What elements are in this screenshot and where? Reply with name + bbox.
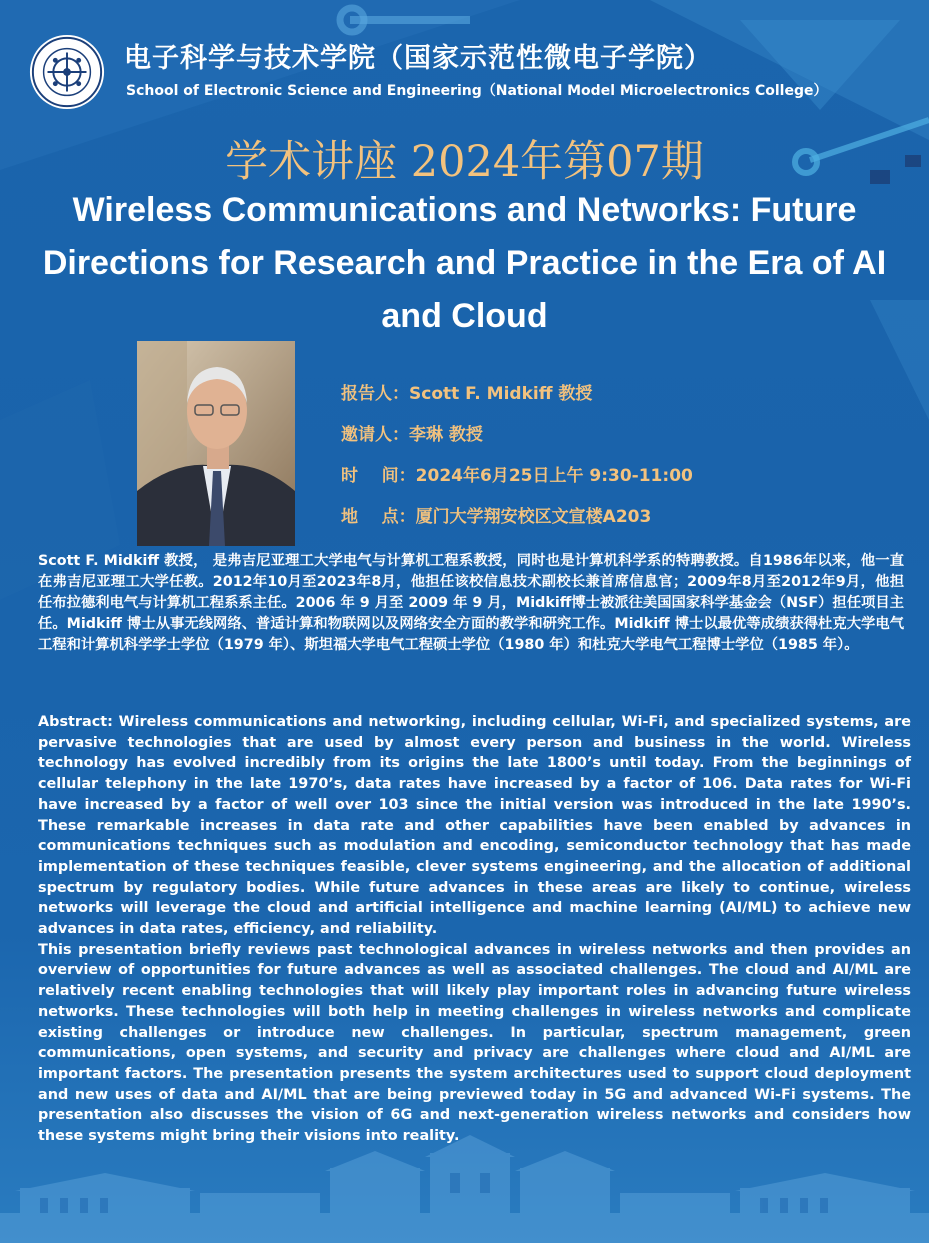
speaker-photo — [137, 341, 295, 546]
school-name-cn: 电子科学与技术学院（国家示范性微电子学院） — [124, 43, 712, 74]
speaker-bio: Scott F. Midkiff 教授， 是弗吉尼亚理工大学电气与计算机工程系教授，同时也是计算机科学系的特聘教授。自1986年以来，他一直在弗吉尼亚理工大学任教。2012年10月至2023年8月，他担任该校信息技术副校长兼首席信息官；2009年8月至2012年9月，他担任布拉德利电气与计算机工程系系主任。2006 年 9 月至 2009 年 9 月，Midkiff博士被派往美国国家科学基金会（NSF）担任项目主任。Midkiff 博士从事无线网络、普适计算和物联网以及网络安全方面的教学和研究工作。Midkiff 博士以最优等成绩获得杜克大学电气工程和计算机科学学士学位（1979 年）、斯坦福大学电气工程硕士学位（1980 年）和杜克大学电气工程博士学位（1985 年）。 — [38, 553, 904, 653]
place-line: 地 点：厦门大学翔安校区文宣楼A203 — [341, 507, 652, 527]
abstract-paragraph-2: This presentation briefly reviews past technological advances in wireless networks and then provides an overview of opportunities for future advances as well as associated challenges. The cloud and AI/ML are relatively recent enabling technologies that will likely play important roles in advancing future wireless networks. These technologies will both help in meeting challenges in wireless networks and complicate existing challenges or introduce new challenges. In particular, spectrum management, green communications, open systems, and security and privacy are challenges where cloud and AI/ML are important factors. The presentation presents the system architectures used to support cloud deployment and new uses of data and AI/ML that are being previewed today in 5G and advanced Wi-Fi systems. The presentation also discusses the vision of 6G and next-generation wireless networks and considers how these systems might bring their visions into reality. — [38, 941, 911, 1145]
campus-buildings-decoration — [0, 1133, 929, 1243]
school-name-en: School of Electronic Science and Engineering（National Model Microelectronics College） — [126, 83, 828, 99]
lecture-series: 学术讲座 2024年第07期 — [225, 137, 704, 187]
inviter-line: 邀请人：李琳 教授 — [341, 425, 483, 445]
school-logo — [28, 33, 106, 111]
abstract-paragraph-1: Abstract: Wireless communications and networking, including cellular, Wi-Fi, and specialized systems, are pervasive technologies that are used by almost every person and business in the world. Wireless technology has evolved incredibly from its origins the late 1800’s until today. From the beginnings of cellular telephony in the late 1970’s, data rates have increased by a factor of 106. Data rates for Wi-Fi have increased by a factor of well over 103 since the initial version was introduced in the late 1990’s. These remarkable increases in data rate and other capabilities have been enabled by advances in communications techniques such as modulation and encoding, semiconductor technology that has made implementation of these techniques feasible, clever systems engineering, and the allocation of additional spectrum by regulatory bodies. While future advances in these areas are likely to continue, wireless networks will leverage the cloud and artificial intelligence and machine learning (AI/ML) to achieve new advances in data rates, efficiency, and reliability. — [38, 714, 911, 938]
time-line: 时 间：2024年6月25日上午 9:30-11:00 — [341, 466, 693, 486]
lecture-title: Wireless Communications and Networks: Future Directions for Research and Practice in the Era of AI and Cloud — [42, 191, 887, 335]
speaker-line: 报告人：Scott F. Midkiff 教授 — [341, 384, 593, 404]
abstract — [38, 712, 911, 1147]
lecture-info — [341, 380, 693, 544]
